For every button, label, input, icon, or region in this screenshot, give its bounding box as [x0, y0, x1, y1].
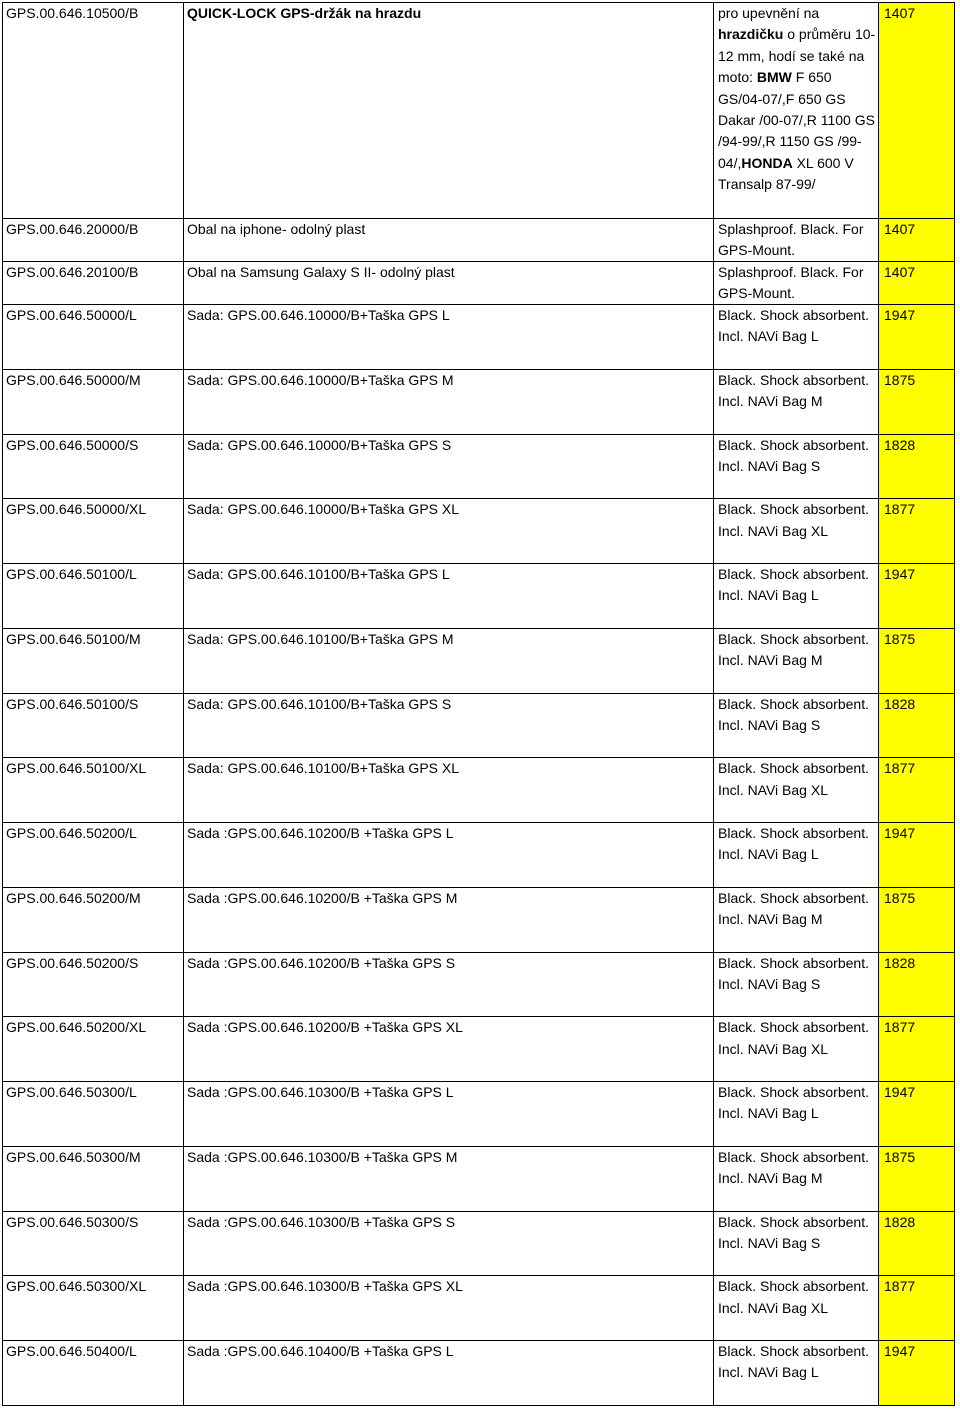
product-notes: [714, 758, 879, 823]
notes-line: Black. Shock absorbent.: [718, 1148, 869, 1165]
product-description: Obal na iphone- odolný plast: [184, 219, 714, 262]
notes-line: Incl. NAVi Bag M: [718, 911, 823, 928]
notes-line: Incl. NAVi Bag S: [718, 1234, 821, 1251]
product-code: GPS.00.646.50000/XL: [3, 499, 184, 564]
table-row: [3, 1082, 955, 1147]
product-code: GPS.00.646.50100/S: [3, 694, 184, 759]
table-row: [3, 435, 955, 500]
product-code: GPS.00.646.50100/XL: [3, 758, 184, 823]
notes-line: Black. Shock absorbent.: [718, 371, 869, 388]
product-description: Sada :GPS.00.646.10200/B +Taška GPS XL: [184, 1017, 714, 1082]
product-notes: [714, 3, 879, 219]
notes-line: Black. Shock absorbent.: [718, 1084, 869, 1100]
product-code: GPS.00.646.50000/M: [3, 370, 184, 435]
notes-line: Black. Shock absorbent.: [718, 630, 869, 647]
table-row: [3, 1276, 955, 1341]
product-code: GPS.00.646.50300/L: [3, 1082, 184, 1147]
notes-line: pro upevnění na: [718, 5, 820, 21]
product-notes: [714, 1147, 879, 1212]
product-code: GPS.00.646.50300/M: [3, 1147, 184, 1212]
notes-line: Incl. NAVi Bag L: [718, 1105, 819, 1122]
notes-line: Incl. NAVi Bag XL: [718, 781, 828, 798]
product-code: GPS.00.646.50200/XL: [3, 1017, 184, 1082]
product-code: GPS.00.646.50000/L: [3, 305, 184, 370]
notes-line: Incl. NAVi Bag S: [718, 975, 821, 992]
product-code: GPS.00.646.50300/S: [3, 1212, 184, 1277]
table-row: [3, 694, 955, 759]
notes-line: Incl. NAVi Bag M: [718, 393, 823, 410]
table-row: [3, 499, 955, 564]
notes-line: Black. Shock absorbent.: [718, 307, 869, 323]
product-price: 1877: [879, 1017, 955, 1082]
product-description: Sada: GPS.00.646.10000/B+Taška GPS XL: [184, 499, 714, 564]
product-price: 1875: [879, 888, 955, 953]
product-description: Sada :GPS.00.646.10400/B +Taška GPS L: [184, 1341, 714, 1406]
product-code: GPS.00.646.50100/L: [3, 564, 184, 629]
product-notes: [714, 1276, 879, 1341]
notes-line: Black. Shock absorbent.: [718, 436, 869, 453]
product-price: 1828: [879, 953, 955, 1018]
product-price: 1877: [879, 758, 955, 823]
product-code: GPS.00.646.50200/M: [3, 888, 184, 953]
product-notes: [714, 888, 879, 953]
product-price: 1407: [879, 262, 955, 305]
notes-line: Incl. NAVi Bag XL: [718, 1040, 828, 1057]
table-row: [3, 1147, 955, 1212]
notes-text: moto:: [718, 69, 757, 86]
table-row: [3, 1212, 955, 1277]
notes-line: Black. Shock absorbent.: [718, 889, 869, 906]
product-description: Sada: GPS.00.646.10100/B+Taška GPS L: [184, 564, 714, 629]
product-description: Sada :GPS.00.646.10200/B +Taška GPS S: [184, 953, 714, 1018]
product-description: Sada :GPS.00.646.10300/B +Taška GPS L: [184, 1082, 714, 1147]
product-code: GPS.00.646.20100/B: [3, 262, 184, 305]
notes-text: F 650: [791, 69, 832, 86]
product-description: Sada: GPS.00.646.10100/B+Taška GPS M: [184, 629, 714, 694]
product-notes: [714, 499, 879, 564]
notes-line: Splashproof. Black. For: [718, 264, 864, 280]
product-price: 1877: [879, 499, 955, 564]
product-notes: [714, 953, 879, 1018]
product-price: 1877: [879, 1276, 955, 1341]
product-price: 1875: [879, 1147, 955, 1212]
product-description: Sada :GPS.00.646.10300/B +Taška GPS M: [184, 1147, 714, 1212]
product-price: 1875: [879, 370, 955, 435]
product-description: Obal na Samsung Galaxy S II- odolný plast: [184, 262, 714, 305]
product-notes: [714, 435, 879, 500]
notes-line: GPS-Mount.: [718, 285, 796, 302]
product-price: 1947: [879, 1082, 955, 1147]
notes-line: Incl. NAVi Bag L: [718, 328, 819, 345]
notes-line: Incl. NAVi Bag L: [718, 587, 819, 604]
notes-line: Incl. NAVi Bag XL: [718, 1299, 828, 1316]
table-row: [3, 262, 955, 305]
product-code: GPS.00.646.50100/M: [3, 629, 184, 694]
notes-line: Incl. NAVi Bag M: [718, 652, 823, 669]
product-description: Sada :GPS.00.646.10300/B +Taška GPS XL: [184, 1276, 714, 1341]
notes-line: GS/04-07/,F 650 GS: [718, 90, 846, 107]
notes-line: Incl. NAVi Bag M: [718, 1170, 823, 1187]
product-price: 1828: [879, 435, 955, 500]
notes-line: Transalp 87-99/: [718, 176, 816, 193]
notes-line: Black. Shock absorbent.: [718, 1019, 869, 1036]
product-price: 1947: [879, 305, 955, 370]
product-price: 1407: [879, 3, 955, 219]
table-row: [3, 305, 955, 370]
table-row: [3, 1017, 955, 1082]
product-code: GPS.00.646.50200/L: [3, 823, 184, 888]
notes-line: [718, 153, 878, 174]
table-row: [3, 564, 955, 629]
product-notes: [714, 305, 879, 370]
product-description: Sada :GPS.00.646.10300/B +Taška GPS S: [184, 1212, 714, 1277]
table-row: [3, 629, 955, 694]
product-description: Sada: GPS.00.646.10100/B+Taška GPS S: [184, 694, 714, 759]
notes-line: 12 mm, hodí se také na: [718, 47, 865, 64]
notes-line: GPS-Mount.: [718, 242, 796, 259]
notes-text: o průměru 10-: [783, 26, 876, 43]
product-notes: [714, 370, 879, 435]
notes-text: XL 600 V: [792, 154, 854, 171]
notes-line: Black. Shock absorbent.: [718, 566, 869, 582]
notes-line: Dakar /00-07/,R 1100 GS: [718, 112, 875, 129]
product-code: GPS.00.646.50300/XL: [3, 1276, 184, 1341]
notes-line: Black. Shock absorbent.: [718, 825, 869, 841]
product-description: Sada: GPS.00.646.10000/B+Taška GPS M: [184, 370, 714, 435]
product-notes: [714, 1212, 879, 1277]
notes-line: Incl. NAVi Bag S: [718, 716, 821, 733]
table-row: [3, 823, 955, 888]
notes-line: Incl. NAVi Bag L: [718, 846, 819, 863]
table-row: [3, 370, 955, 435]
product-description: Sada :GPS.00.646.10200/B +Taška GPS L: [184, 823, 714, 888]
product-notes: [714, 219, 879, 262]
product-code: GPS.00.646.50000/S: [3, 435, 184, 500]
product-notes: [714, 1082, 879, 1147]
product-notes: [714, 823, 879, 888]
notes-line: Incl. NAVi Bag L: [718, 1364, 819, 1381]
product-notes: [714, 694, 879, 759]
product-price: 1828: [879, 694, 955, 759]
notes-line: Incl. NAVi Bag XL: [718, 522, 828, 539]
product-notes: [714, 629, 879, 694]
product-code: GPS.00.646.20000/B: [3, 219, 184, 262]
table-row: [3, 219, 955, 262]
notes-line: Incl. NAVi Bag S: [718, 457, 821, 474]
notes-text: 04/,: [718, 154, 742, 171]
product-price: 1828: [879, 1212, 955, 1277]
notes-emphasis: hrazdičku: [718, 26, 784, 43]
table-row: [3, 758, 955, 823]
notes-line: Black. Shock absorbent.: [718, 954, 869, 971]
notes-line: [718, 24, 878, 45]
notes-emphasis: HONDA: [741, 154, 793, 171]
product-notes: [714, 1341, 879, 1406]
product-description: QUICK-LOCK GPS-držák na hrazdu: [184, 3, 714, 219]
notes-line: [718, 67, 878, 88]
notes-line: /94-99/,R 1150 GS /99-: [718, 133, 862, 150]
price-list-table: [2, 2, 955, 1406]
product-price: 1947: [879, 564, 955, 629]
product-notes: [714, 262, 879, 305]
table-row: [3, 888, 955, 953]
notes-line: Black. Shock absorbent.: [718, 695, 869, 712]
product-notes: [714, 1017, 879, 1082]
product-description: Sada: GPS.00.646.10100/B+Taška GPS XL: [184, 758, 714, 823]
notes-line: Black. Shock absorbent.: [718, 1213, 869, 1230]
product-price: 1947: [879, 1341, 955, 1406]
product-price: 1875: [879, 629, 955, 694]
table-row: [3, 3, 955, 219]
notes-line: Black. Shock absorbent.: [718, 760, 869, 777]
table-row: [3, 953, 955, 1018]
product-code: GPS.00.646.50200/S: [3, 953, 184, 1018]
product-price: 1407: [879, 219, 955, 262]
product-price: 1947: [879, 823, 955, 888]
product-notes: [714, 564, 879, 629]
notes-line: Black. Shock absorbent.: [718, 1278, 869, 1295]
notes-emphasis: BMW: [756, 69, 792, 86]
notes-line: Splashproof. Black. For: [718, 221, 864, 237]
product-code: GPS.00.646.50400/L: [3, 1341, 184, 1406]
product-code: GPS.00.646.10500/B: [3, 3, 184, 219]
table-row: [3, 1341, 955, 1406]
notes-line: Black. Shock absorbent.: [718, 1343, 869, 1359]
notes-line: Black. Shock absorbent.: [718, 501, 869, 518]
product-description: Sada: GPS.00.646.10000/B+Taška GPS L: [184, 305, 714, 370]
product-description: Sada: GPS.00.646.10000/B+Taška GPS S: [184, 435, 714, 500]
product-description: Sada :GPS.00.646.10200/B +Taška GPS M: [184, 888, 714, 953]
